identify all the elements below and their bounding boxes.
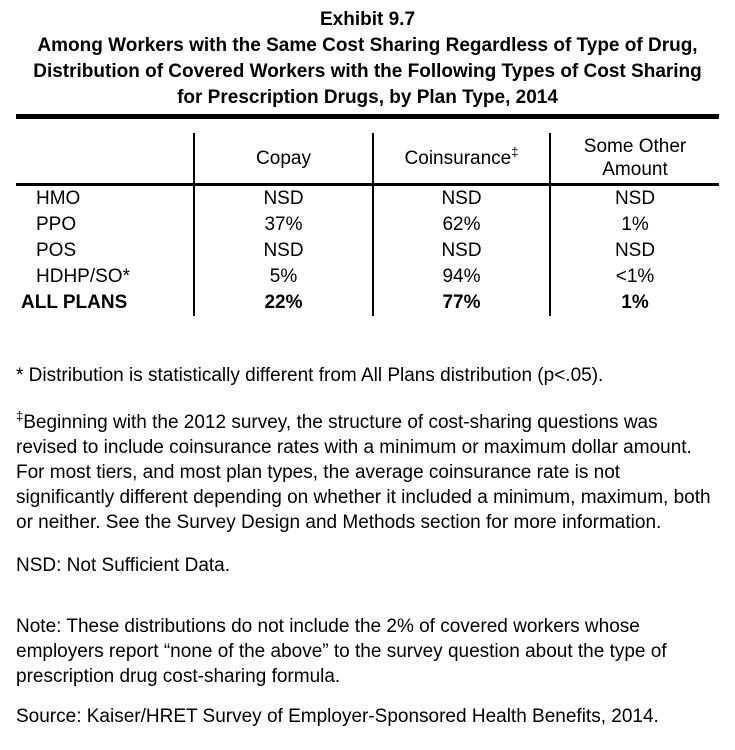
table-cell: 1% (550, 290, 719, 316)
table-row-all-plans (16, 290, 719, 316)
column-header-copay: Copay (194, 133, 373, 185)
title-block (16, 7, 719, 111)
footnote-dagger (16, 410, 719, 535)
table-cell: 94% (373, 264, 550, 290)
exhibit-label: Exhibit 9.7 (319, 9, 416, 30)
title-line-2: Distribution of Covered Workers with the Following Types of Cost Sharing (33, 61, 702, 82)
title-divider-rule (16, 114, 719, 119)
table-cell: NSD (373, 238, 550, 264)
table-cell: NSD (373, 185, 550, 213)
table-cell: 77% (373, 290, 550, 316)
table-cell: 62% (373, 212, 550, 238)
table-cell: 37% (194, 212, 373, 238)
title-line-3: for Prescription Drugs, by Plan Type, 2014 (177, 87, 558, 108)
plan-label: ALL PLANS (21, 292, 128, 313)
plan-label: PPO (36, 214, 77, 235)
footnote-source: Source: Kaiser/HRET Survey of Employer-Sponsored Health Benefits, 2014. (16, 706, 659, 727)
table-cell: 22% (194, 290, 373, 316)
title-line-1: Among Workers with the Same Cost Sharing Regardless of Type of Drug, (37, 35, 698, 56)
dagger-marker: ‡ (16, 408, 24, 424)
coinsurance-label: Coinsurance (404, 147, 512, 169)
column-header-plan (16, 133, 194, 185)
table-cell: NSD (550, 238, 719, 264)
table-cell: NSD (550, 185, 719, 213)
dagger-text: Beginning with the 2012 survey, the structure of cost-sharing questions was revised to include coinsurance rates with a minimum or maximum dollar amount. For most tiers, and most plan types, the average coinsurance rate is not significantly different depending on whether it included a minimum, maximum, both or neither. See the Survey Design and Methods section for more information. (16, 412, 711, 533)
table-cell: 1% (550, 212, 719, 238)
footnote-star: * Distribution is statistically different from All Plans distribution (p<.05). (16, 365, 604, 386)
table-cell: NSD (194, 238, 373, 264)
table-header-row (16, 133, 719, 185)
table-cell: NSD (194, 185, 373, 213)
coinsurance-footnote-marker: ‡ (511, 144, 519, 160)
plan-label: HMO (36, 188, 81, 209)
column-header-some-other-amount: Some Other Amount (550, 133, 719, 185)
table-cell: <1% (550, 264, 719, 290)
footnote-note: Note: These distributions do not include the 2% of covered workers whose employers report “none of the above” to the survey question about the type of prescription drug cost-sharing formula. (16, 616, 667, 687)
table-row-hdhp-so (16, 264, 719, 290)
plan-label: POS (36, 240, 77, 261)
table-cell: 5% (194, 264, 373, 290)
column-header-coinsurance (373, 133, 550, 185)
table-row-ppo (16, 212, 719, 238)
cost-sharing-table (16, 133, 719, 316)
table-row-pos (16, 238, 719, 264)
table-row-hmo (16, 185, 719, 213)
plan-label: HDHP/SO* (36, 266, 130, 287)
footnote-nsd: NSD: Not Sufficient Data. (16, 555, 231, 576)
